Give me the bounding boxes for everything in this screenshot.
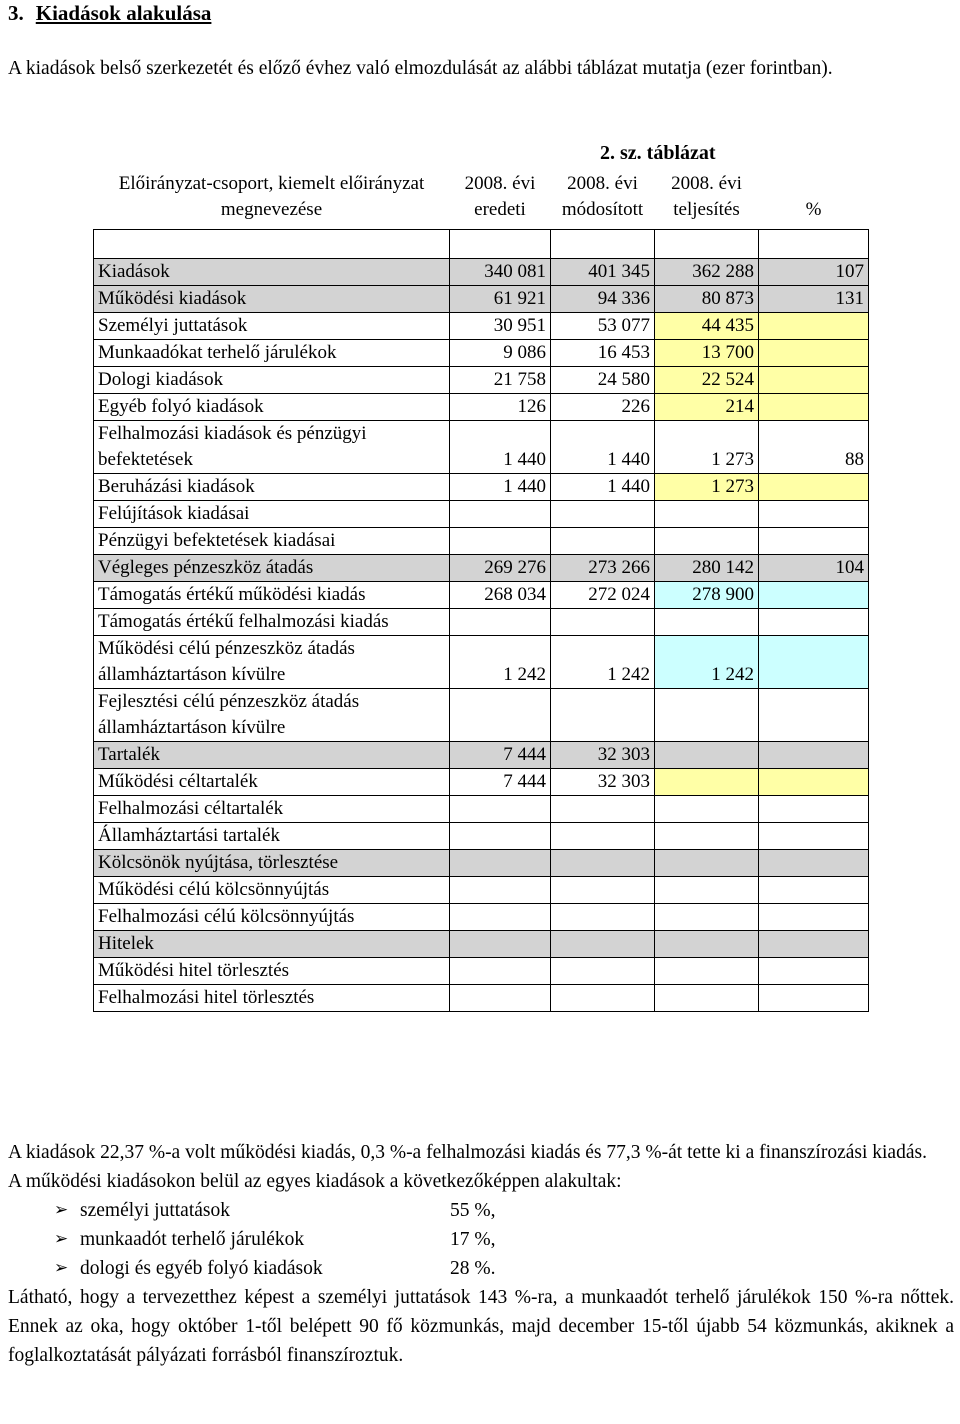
row-modified: 32 303 (551, 742, 655, 769)
row-actual (655, 609, 759, 636)
row-pct (759, 958, 869, 985)
row-actual: 22 524 (655, 367, 759, 394)
table-caption: 2. sz. táblázat (600, 142, 716, 164)
table-row (94, 609, 869, 636)
bullet-item (8, 1196, 954, 1225)
row-original: 9 086 (450, 340, 551, 367)
row-original: 1 440 (450, 421, 551, 474)
row-actual (655, 796, 759, 823)
table-row (94, 313, 869, 340)
table-row (94, 501, 869, 528)
table-row (94, 286, 869, 313)
row-original (450, 609, 551, 636)
row-actual (655, 985, 759, 1012)
row-modified (551, 689, 655, 742)
row-modified (551, 609, 655, 636)
row-pct (759, 636, 869, 689)
row-name: Működési hitel törlesztés (94, 958, 450, 985)
row-modified: 16 453 (551, 340, 655, 367)
row-pct (759, 609, 869, 636)
section-heading (8, 0, 211, 26)
row-original: 7 444 (450, 769, 551, 796)
row-modified (551, 823, 655, 850)
row-modified: 53 077 (551, 313, 655, 340)
row-original: 21 758 (450, 367, 551, 394)
row-modified (551, 931, 655, 958)
row-pct: 107 (759, 259, 869, 286)
row-pct: 104 (759, 555, 869, 582)
summary-section (8, 1138, 954, 1370)
row-actual (655, 501, 759, 528)
row-modified (551, 985, 655, 1012)
row-actual (655, 904, 759, 931)
row-actual (655, 931, 759, 958)
table-row (94, 796, 869, 823)
row-original: 340 081 (450, 259, 551, 286)
row-modified: 94 336 (551, 286, 655, 313)
row-actual: 44 435 (655, 313, 759, 340)
table-row (94, 367, 869, 394)
expenditure-table (93, 169, 869, 1012)
table-row (94, 394, 869, 421)
bullet-list (8, 1196, 954, 1283)
row-name: Felhalmozási kiadások és pénzügyi befektetések (94, 421, 450, 474)
row-name: Kiadások (94, 259, 450, 286)
row-pct (759, 742, 869, 769)
table-row (94, 850, 869, 877)
row-original (450, 904, 551, 931)
row-pct (759, 985, 869, 1012)
row-name: Támogatás értékű működési kiadás (94, 582, 450, 609)
row-original (450, 985, 551, 1012)
summary-paragraph-2: A működési kiadásokon belül az egyes kiadások a következőképpen alakultak: (8, 1171, 622, 1192)
header-original: 2008. évi eredeti (464, 173, 536, 220)
row-pct (759, 367, 869, 394)
table-row (94, 958, 869, 985)
row-pct: 131 (759, 286, 869, 313)
row-pct (759, 313, 869, 340)
table-row (94, 877, 869, 904)
row-pct (759, 796, 869, 823)
row-pct (759, 823, 869, 850)
header-modified: 2008. évi módosított (561, 173, 644, 220)
row-name: Működési céltartalék (94, 769, 450, 796)
row-pct (759, 769, 869, 796)
row-modified (551, 501, 655, 528)
row-name: Pénzügyi befektetések kiadásai (94, 528, 450, 555)
row-name: Fejlesztési célú pénzeszköz átadás államháztartáson kívülre (94, 689, 450, 742)
row-modified: 273 266 (551, 555, 655, 582)
bullet-item (8, 1225, 954, 1254)
bullet-label: dologi és egyéb folyó kiadások (80, 1258, 323, 1279)
row-pct (759, 394, 869, 421)
arrow-bullet-icon: ➢ (54, 1200, 69, 1220)
row-name: Államháztartási tartalék (94, 823, 450, 850)
row-actual: 80 873 (655, 286, 759, 313)
row-original: 61 921 (450, 286, 551, 313)
row-pct (759, 904, 869, 931)
row-name: Személyi juttatások (94, 313, 450, 340)
row-original: 268 034 (450, 582, 551, 609)
row-original (450, 501, 551, 528)
row-modified: 1 440 (551, 421, 655, 474)
table-body (94, 169, 869, 1012)
row-pct (759, 528, 869, 555)
row-pct (759, 582, 869, 609)
header-name: Előirányzat-csoport, kiemelt előirányzat megnevezése (118, 173, 425, 220)
row-modified: 226 (551, 394, 655, 421)
row-modified: 272 024 (551, 582, 655, 609)
table-row (94, 689, 869, 742)
bullet-label: munkaadót terhelő járulékok (80, 1229, 305, 1250)
table-row (94, 421, 869, 474)
row-name: Tartalék (94, 742, 450, 769)
bullet-label: személyi juttatások (80, 1200, 231, 1221)
row-original: 126 (450, 394, 551, 421)
row-name: Támogatás értékű felhalmozási kiadás (94, 609, 450, 636)
row-modified (551, 958, 655, 985)
row-pct (759, 877, 869, 904)
row-original (450, 823, 551, 850)
row-modified: 1 242 (551, 636, 655, 689)
row-actual (655, 877, 759, 904)
row-original: 7 444 (450, 742, 551, 769)
table-row (94, 742, 869, 769)
table-row (94, 823, 869, 850)
bullet-value: 28 %. (450, 1258, 496, 1279)
row-pct (759, 689, 869, 742)
arrow-bullet-icon: ➢ (54, 1258, 69, 1278)
row-pct (759, 931, 869, 958)
row-name: Felhalmozási hitel törlesztés (94, 985, 450, 1012)
row-modified: 32 303 (551, 769, 655, 796)
table-blank-row (94, 230, 869, 259)
row-actual: 1 273 (655, 421, 759, 474)
row-modified (551, 877, 655, 904)
row-modified (551, 528, 655, 555)
row-pct (759, 474, 869, 501)
row-modified: 401 345 (551, 259, 655, 286)
table-row (94, 555, 869, 582)
row-original: 1 242 (450, 636, 551, 689)
table-row (94, 769, 869, 796)
row-name: Egyéb folyó kiadások (94, 394, 450, 421)
row-name: Kölcsönök nyújtása, törlesztése (94, 850, 450, 877)
table-row (94, 904, 869, 931)
section-title: Kiadások alakulása (35, 1, 212, 25)
row-original: 30 951 (450, 313, 551, 340)
summary-paragraph-3: Látható, hogy a tervezetthez képest a személyi juttatások 143 %-ra, a munkaadót terhelő járulékok 150 %-ra nőttek. Ennek az oka, hogy október 1-től belépett 90 fő közmunkás, majd december 15-től újabb 54 közmunkás, akiknek a foglalkoztatását pályázati forrásból finanszíroztuk. (8, 1287, 954, 1366)
row-original (450, 877, 551, 904)
row-original (450, 931, 551, 958)
row-actual: 1 242 (655, 636, 759, 689)
row-modified: 24 580 (551, 367, 655, 394)
table-row (94, 636, 869, 689)
arrow-bullet-icon: ➢ (54, 1229, 69, 1249)
row-name: Működési célú kölcsönnyújtás (94, 877, 450, 904)
row-name: Felhalmozási célú kölcsönnyújtás (94, 904, 450, 931)
summary-paragraph-1: A kiadások 22,37 %-a volt működési kiadás, 0,3 %-a felhalmozási kiadás és 77,3 %-át tette ki a finanszírozási kiadás. (8, 1142, 927, 1163)
row-modified (551, 850, 655, 877)
table-row (94, 985, 869, 1012)
row-name: Működési kiadások (94, 286, 450, 313)
row-pct: 88 (759, 421, 869, 474)
row-original (450, 958, 551, 985)
row-actual (655, 850, 759, 877)
table-row (94, 582, 869, 609)
table-row (94, 474, 869, 501)
section-number: 3. (8, 1, 24, 25)
bullet-item (8, 1254, 954, 1283)
row-name: Beruházási kiadások (94, 474, 450, 501)
bullet-value: 17 %, (450, 1229, 496, 1250)
row-original: 269 276 (450, 555, 551, 582)
row-actual: 1 273 (655, 474, 759, 501)
row-actual: 214 (655, 394, 759, 421)
row-actual (655, 528, 759, 555)
row-actual: 13 700 (655, 340, 759, 367)
row-pct (759, 501, 869, 528)
table-row (94, 528, 869, 555)
table-header-row (94, 169, 869, 230)
row-original (450, 796, 551, 823)
intro-paragraph: A kiadások belső szerkezetét és előző évhez való elmozdulását az alábbi táblázat mutatja (ezer forintban). (8, 58, 833, 79)
header-pct: % (805, 199, 822, 220)
table-row (94, 259, 869, 286)
table-row (94, 931, 869, 958)
row-original (450, 528, 551, 555)
row-actual (655, 742, 759, 769)
bullet-value: 55 %, (450, 1200, 496, 1221)
row-name: Működési célú pénzeszköz átadás államháztartáson kívülre (94, 636, 450, 689)
table-row (94, 340, 869, 367)
row-modified: 1 440 (551, 474, 655, 501)
row-pct (759, 850, 869, 877)
row-modified (551, 904, 655, 931)
row-name: Munkaadókat terhelő járulékok (94, 340, 450, 367)
row-actual (655, 823, 759, 850)
row-actual: 280 142 (655, 555, 759, 582)
header-actual: 2008. évi teljesítés (671, 173, 742, 220)
row-name: Végleges pénzeszköz átadás (94, 555, 450, 582)
row-name: Dologi kiadások (94, 367, 450, 394)
row-modified (551, 796, 655, 823)
row-original (450, 689, 551, 742)
row-name: Hitelek (94, 931, 450, 958)
row-actual: 278 900 (655, 582, 759, 609)
row-actual (655, 769, 759, 796)
row-original: 1 440 (450, 474, 551, 501)
row-name: Felújítások kiadásai (94, 501, 450, 528)
row-actual: 362 288 (655, 259, 759, 286)
row-original (450, 850, 551, 877)
row-actual (655, 689, 759, 742)
row-pct (759, 340, 869, 367)
row-actual (655, 958, 759, 985)
row-name: Felhalmozási céltartalék (94, 796, 450, 823)
